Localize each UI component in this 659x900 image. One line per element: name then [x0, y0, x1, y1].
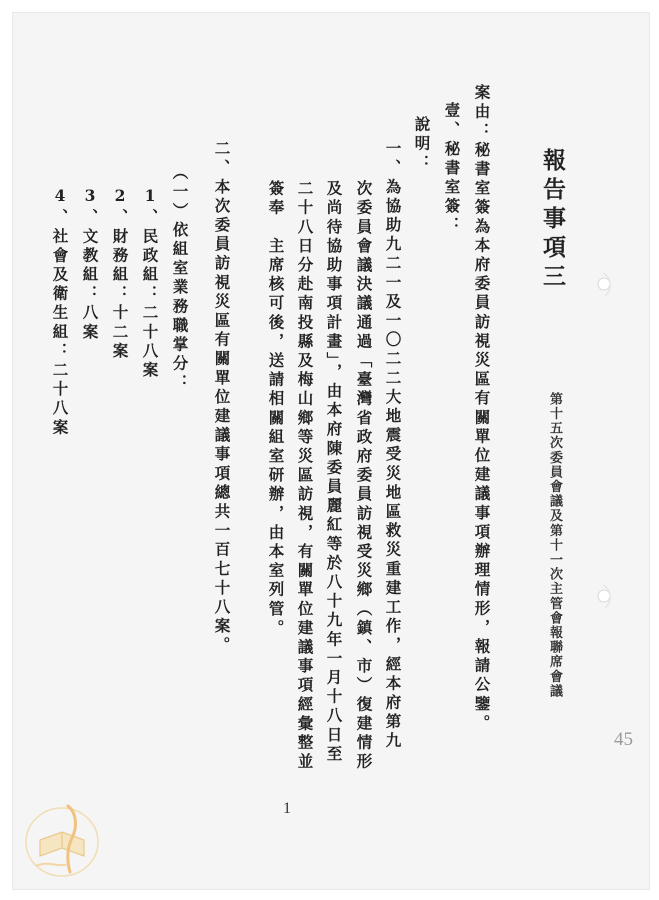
list-intro: （一）依組室業務職掌分： — [170, 164, 190, 394]
paragraph-line: 一、為協助九二一及一〇二二大地震受災地區救災重建工作，經本府第九 — [383, 140, 403, 752]
subject-line: 案由：秘書室簽為本府委員訪視災區有關單位建議事項辦理情形，報請公鑒。 — [472, 84, 492, 734]
paragraph-line: 次委員會議決議通過「臺灣省政府委員訪視受災鄉（鎮、市）復建情形 — [354, 180, 374, 773]
paragraph-line: 及尚待協助事項計畫」，由本府陳委員麗紅等於八十九年一月十八日至 — [324, 180, 344, 765]
binding-hole-top — [593, 269, 615, 299]
paragraph-line: 二十八日分赴南投縣及梅山鄉等災區訪視，有關單位建議事項經彙整並 — [295, 180, 315, 773]
list-item: 4、社會及衛生組：二十八案 — [50, 186, 70, 438]
archive-logo-icon — [22, 796, 102, 880]
binding-hole-bottom — [593, 581, 615, 611]
list-item: 3、文教組：八案 — [80, 186, 100, 343]
explanation-label: 說明： — [412, 116, 432, 174]
meeting-header: 第十五次委員會議及第十一次主管會報聯席會議 — [547, 392, 562, 699]
document-title: 報告事項三 — [539, 148, 566, 293]
page-number: 1 — [283, 800, 291, 817]
paragraph-line: 二、本次委員訪視災區有關單位建議事項總共一百七十八案。 — [212, 140, 232, 656]
paragraph-line: 簽奉 主席核可後，送請相關組室研辦，由本室列管。 — [266, 180, 286, 639]
stamped-page-number: 45 — [614, 729, 633, 750]
section-heading: 壹、秘書室簽： — [442, 102, 462, 236]
list-item: 1、民政組：二十八案 — [140, 186, 160, 381]
list-item: 2、財務組：十二案 — [110, 186, 130, 362]
